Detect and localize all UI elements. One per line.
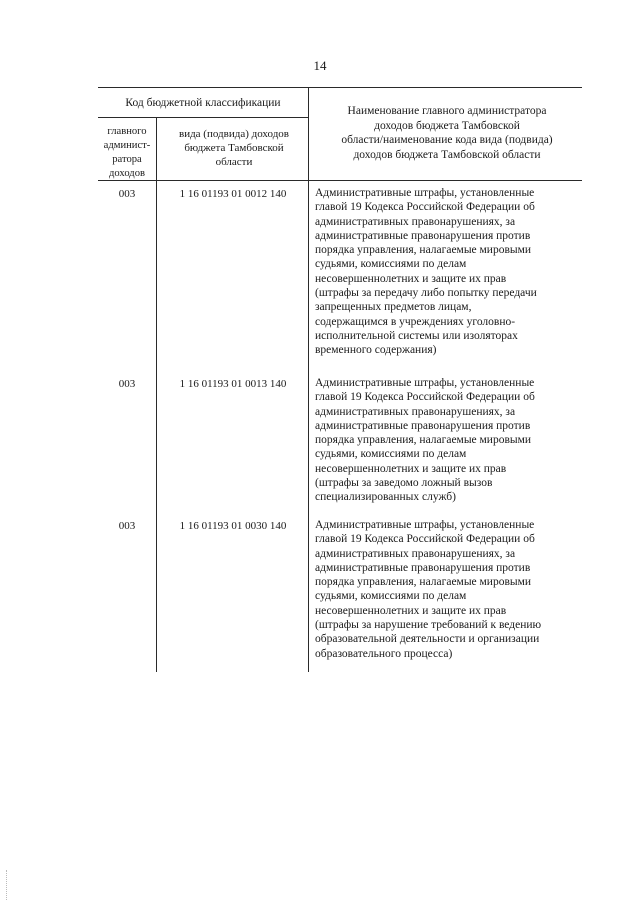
column-header-code: вида (подвида) доходов бюджета Тамбовской области (179, 128, 289, 168)
column-divider-1 (156, 117, 157, 672)
scan-margin-mark (6, 870, 9, 900)
row-2-admin-code: 003 (118, 378, 136, 390)
row-1-admin-code: 003 (118, 188, 136, 200)
table-top-border (98, 87, 582, 88)
row-2-description: Административные штрафы, установленные главой 19 Кодекса Российской Федерации об административных правонарушениях, за административные правонарушения против порядка управления, налагаемые мировыми судьями, комиссиями по делам несовершеннолетних и защите их прав (штрафы за заведомо ложный вызов специализированных служб) (315, 377, 535, 504)
row-3-classification-code: 1 16 01193 01 0030 140 (179, 520, 287, 532)
column-divider-2 (308, 87, 309, 672)
group-header-title: Код бюджетной классификации (125, 97, 281, 109)
row-3-admin-code: 003 (118, 520, 136, 532)
column-header-admin: главного админист- ратора доходов (103, 126, 151, 179)
header-bottom-border (98, 180, 582, 181)
row-3-description: Административные штрафы, установленные главой 19 Кодекса Российской Федерации об административных правонарушениях, за административные правонарушения против порядка управления, налагаемые мировыми судьями, комиссиями по делам несовершеннолетних и защите их прав (штрафы за нарушение требований к ведению образовательной деятельности и организации образовательного процесса) (315, 519, 542, 660)
row-1-classification-code: 1 16 01193 01 0012 140 (179, 188, 287, 200)
row-2-classification-code: 1 16 01193 01 0013 140 (179, 378, 287, 390)
column-header-name: Наименование главного администратора доходов бюджета Тамбовской области/наименование кода вида (подвида) доходов бюджета Тамбовской области (341, 105, 553, 161)
group-header-underline (98, 117, 308, 118)
row-1-description: Административные штрафы, установленные главой 19 Кодекса Российской Федерации об административных правонарушениях, за административные правонарушения против порядка управления, налагаемые мировыми судьями, комиссиями по делам несовершеннолетних и защите их прав (штрафы за передачу либо попытку передачи запрещенных предметов лицам, содержащимся в учреждениях уголовно- исполнительной системы или изоляторах временного содержания) (315, 187, 537, 357)
page-number: 14 (313, 58, 327, 73)
